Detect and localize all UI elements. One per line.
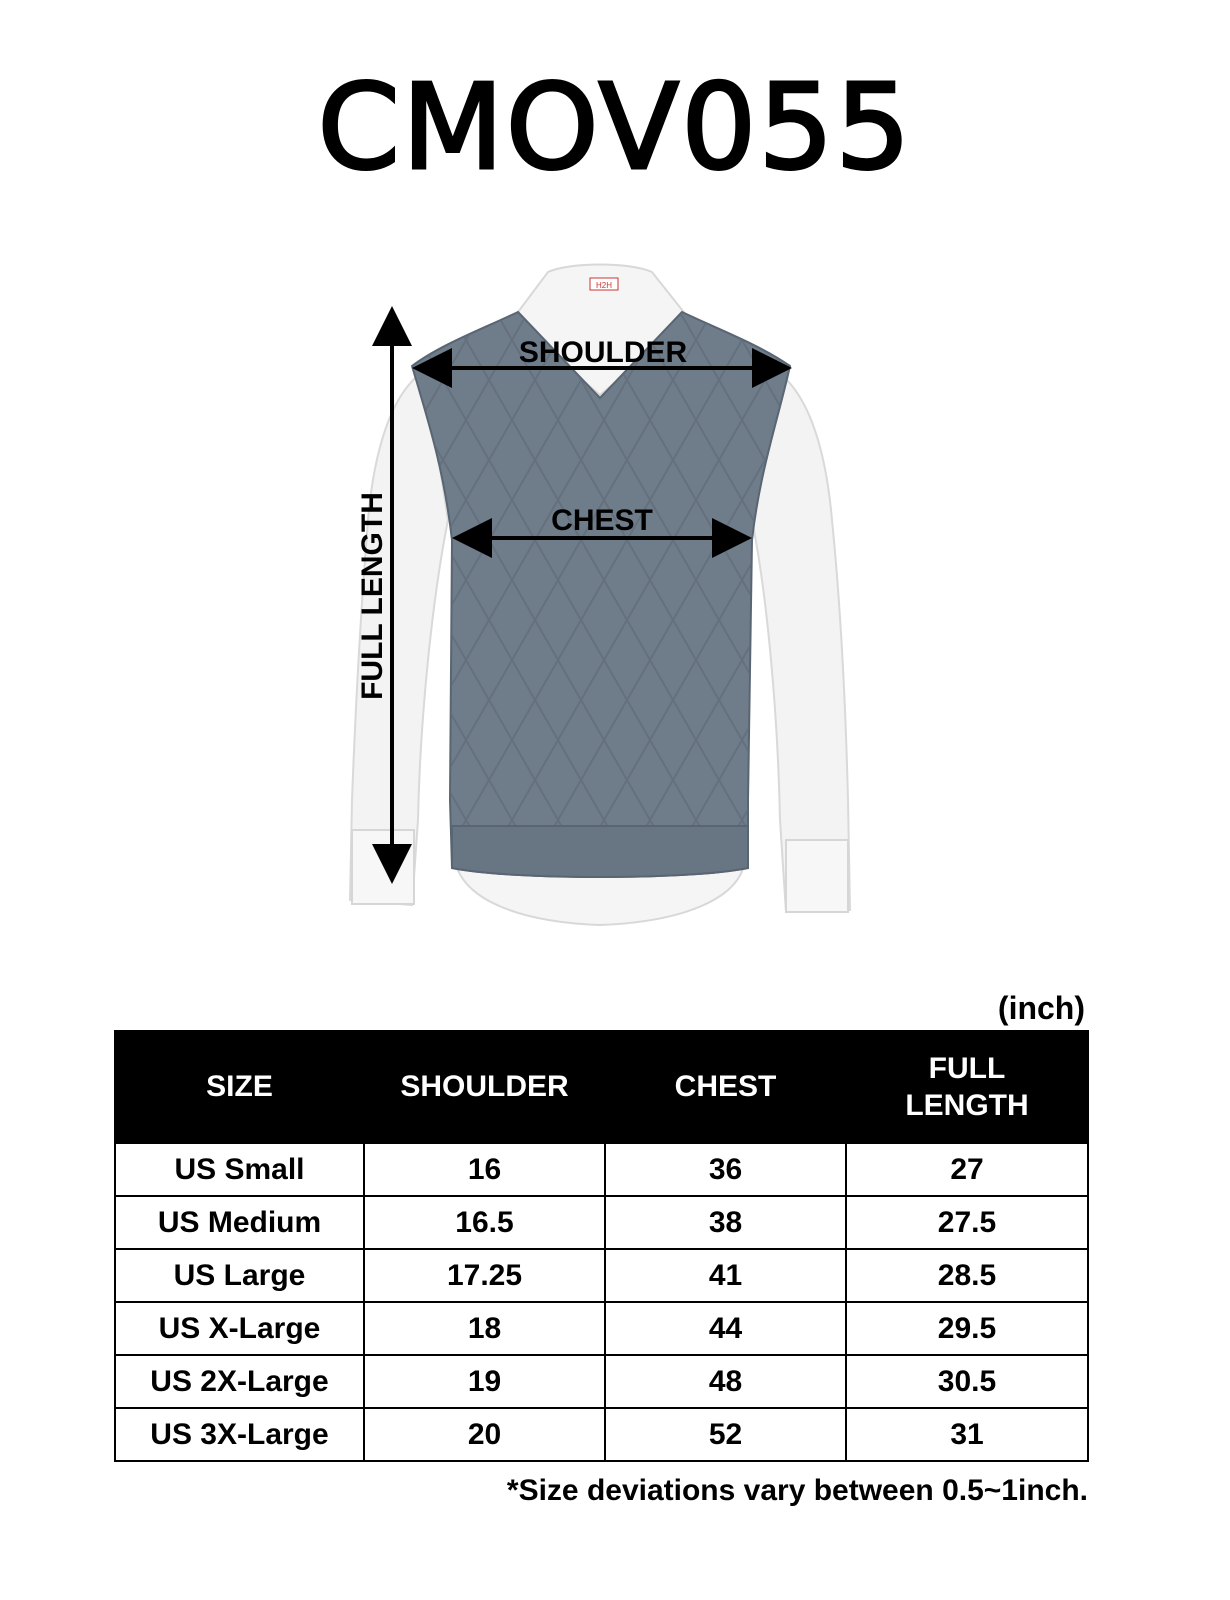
shoulder-cell: 16.5 xyxy=(364,1196,605,1249)
size-cell: US 2X-Large xyxy=(115,1355,364,1408)
shoulder-cell: 18 xyxy=(364,1302,605,1355)
brand-tag: H2H xyxy=(595,281,613,290)
chest-cell: 36 xyxy=(605,1143,846,1196)
table-row xyxy=(115,1143,1088,1196)
size-cell: US Small xyxy=(115,1143,364,1196)
length-cell: 31 xyxy=(846,1408,1088,1461)
product-title: CMOV055 xyxy=(317,58,913,196)
shoulder-cell: 20 xyxy=(364,1408,605,1461)
chest-cell: 52 xyxy=(605,1408,846,1461)
header-chest: CHEST xyxy=(605,1031,846,1143)
size-cell: US Medium xyxy=(115,1196,364,1249)
header-full-length: FULL LENGTH xyxy=(846,1031,1088,1143)
shoulder-cell: 17.25 xyxy=(364,1249,605,1302)
size-cell: US X-Large xyxy=(115,1302,364,1355)
length-cell: 30.5 xyxy=(846,1355,1088,1408)
table-row xyxy=(115,1249,1088,1302)
table-header-row xyxy=(115,1031,1088,1143)
size-cell: US Large xyxy=(115,1249,364,1302)
table-row xyxy=(115,1355,1088,1408)
size-cell: US 3X-Large xyxy=(115,1408,364,1461)
shoulder-cell: 16 xyxy=(364,1143,605,1196)
chest-cell: 41 xyxy=(605,1249,846,1302)
shoulder-label: SHOULDER xyxy=(518,336,688,369)
chest-label: CHEST xyxy=(551,504,653,537)
header-size: SIZE xyxy=(115,1031,364,1143)
header-shoulder: SHOULDER xyxy=(364,1031,605,1143)
table-row xyxy=(115,1302,1088,1355)
shoulder-cell: 19 xyxy=(364,1355,605,1408)
length-cell: 29.5 xyxy=(846,1302,1088,1355)
chest-cell: 38 xyxy=(605,1196,846,1249)
vest-ribbed-hem xyxy=(452,826,748,877)
unit-label: (inch) xyxy=(997,990,1085,1026)
table-row xyxy=(115,1408,1088,1461)
chest-cell: 44 xyxy=(605,1302,846,1355)
length-cell: 27 xyxy=(846,1143,1088,1196)
size-chart-table xyxy=(114,1030,1089,1462)
length-label: FULL LENGTH xyxy=(356,492,389,700)
length-cell: 28.5 xyxy=(846,1249,1088,1302)
length-cell: 27.5 xyxy=(846,1196,1088,1249)
chest-cell: 48 xyxy=(605,1355,846,1408)
size-deviation-note: *Size deviations vary between 0.5~1inch. xyxy=(506,1474,1088,1507)
table-row xyxy=(115,1196,1088,1249)
